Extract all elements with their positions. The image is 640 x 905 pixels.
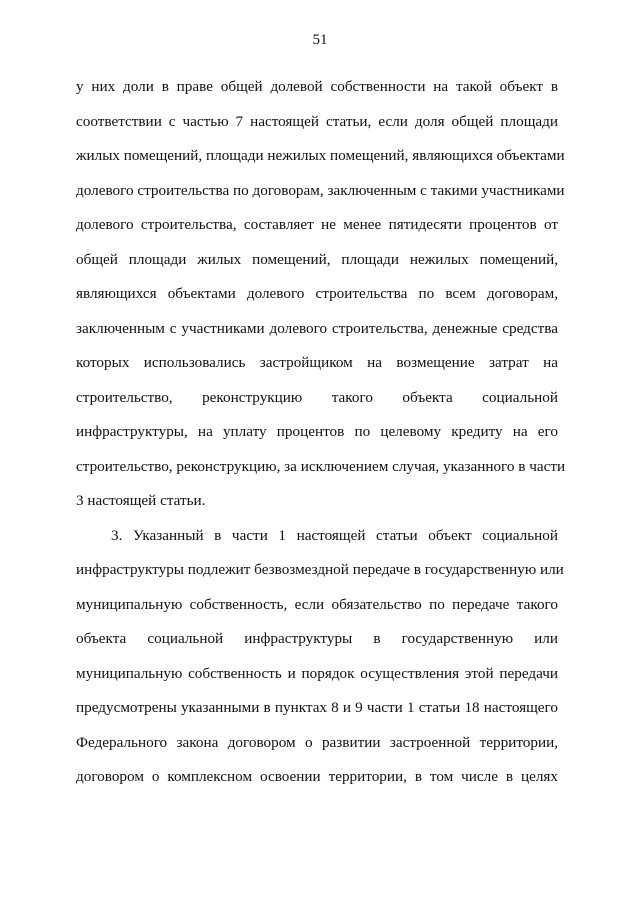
page-number: 51 [312, 32, 328, 48]
text-line: муниципальную собственность, если обязательство по передаче такого [76, 595, 558, 613]
text-line: объекта социальной инфраструктуры в государственную или [76, 630, 558, 647]
text-line: инфраструктуры подлежит безвозмездной передаче в государственную или [76, 561, 564, 578]
text-line: являющихся объектами долевого строительства по всем договорам, [76, 285, 558, 302]
text-line: строительство, реконструкцию, за исключением случая, указанного в части [76, 457, 566, 475]
text-line: строительство, реконструкцию такого объекта социальной [76, 388, 558, 406]
text-line: предусмотрены указанными в пунктах 8 и 9 части 1 статьи 18 настоящего [76, 699, 558, 716]
text-line: муниципальную собственность и порядок осуществления этой передачи [76, 664, 558, 682]
text-line: Федерального закона договором о развитии застроенной территории, [76, 733, 558, 751]
text-line: договором о комплексном освоении территории, в том числе в целях [76, 768, 558, 785]
text-line: жилых помещений, площади нежилых помещений, являющихся объектами [76, 147, 565, 164]
text-line: долевого строительства, составляет не менее пятидесяти процентов от [76, 216, 558, 233]
text-line: долевого строительства по договорам, заключенным с такими участниками [76, 181, 565, 199]
text-line: у них доли в праве общей долевой собственности на такой объект в [76, 78, 558, 95]
paragraph-item-3 [76, 519, 564, 795]
text-line: соответствии с частью 7 настоящей статьи, если доля общей площади [76, 112, 558, 130]
text-line: инфраструктуры, на уплату процентов по целевому кредиту на его [76, 423, 558, 440]
text-line: 3 настоящей статьи. [76, 492, 206, 509]
text-line: 3. Указанный в части 1 настоящей статьи объект социальной [111, 526, 558, 544]
paragraph-continuation [76, 70, 566, 519]
text-line: заключенным с участниками долевого строительства, денежные средства [76, 319, 558, 337]
document-body [76, 70, 566, 795]
text-line: общей площади жилых помещений, площади нежилых помещений, [76, 250, 558, 268]
text-line: которых использовались застройщиком на возмещение затрат на [76, 354, 558, 371]
